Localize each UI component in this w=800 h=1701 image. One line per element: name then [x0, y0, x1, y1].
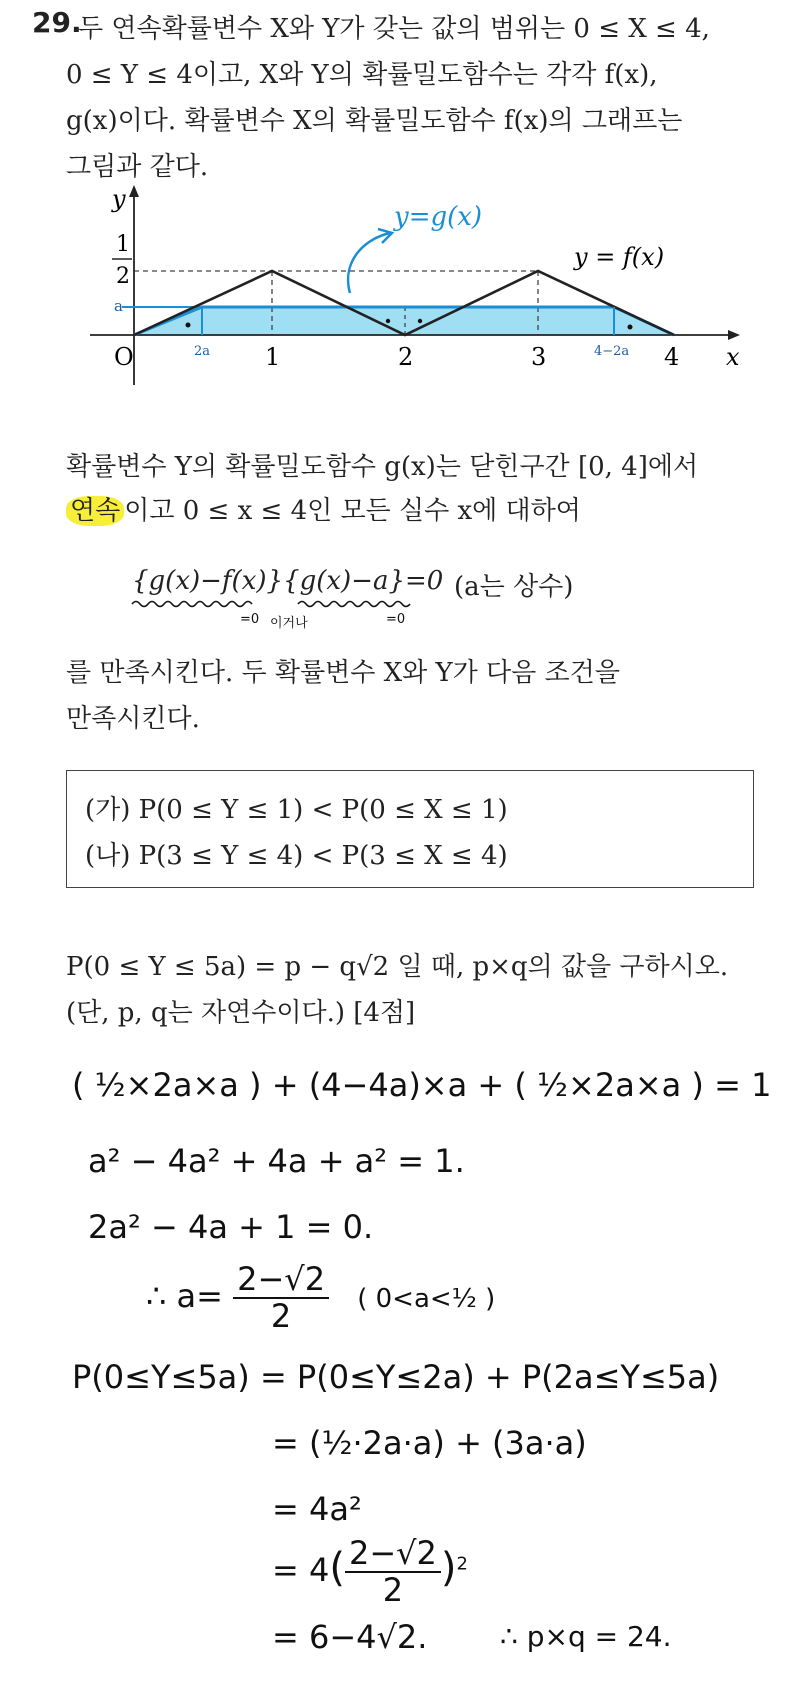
- x-tick-3: 3: [531, 343, 547, 371]
- x-tick-1: 1: [265, 343, 281, 371]
- density-graph: [0, 185, 800, 395]
- dot-mark: [186, 323, 191, 328]
- problem-line-4: 그림과 같다.: [66, 152, 209, 182]
- y-tick-den: 2: [116, 264, 130, 289]
- x-tick-2: 2: [398, 343, 414, 371]
- line8-prefix: = 4: [272, 1551, 330, 1590]
- y-axis-arrow: [129, 185, 139, 197]
- origin-label: O: [114, 343, 134, 371]
- solution-line-8: = 4( $\frac{2-√2}{2}$ )$^2$: [272, 1534, 468, 1610]
- problem-line-3: g(x)이다. 확률변수 X의 확률밀도함수 f(x)의 그래프는: [66, 106, 683, 136]
- line8-fraction: $\frac{2-√2}{2}$: [345, 1536, 441, 1608]
- equation-squiggles: [130, 598, 430, 612]
- line8-square: 2: [456, 1553, 468, 1575]
- a-value-prefix: ∴ a=: [146, 1277, 223, 1316]
- solution-line-2: a² − 4a² + 4a + a² = 1.: [88, 1142, 465, 1180]
- hand-tick-4-2a: 4−2a: [594, 344, 630, 359]
- x-tick-4: 4: [664, 343, 680, 371]
- para3-line-1: 를 만족시킨다. 두 확률변수 X와 Y가 다음 조건을: [66, 658, 620, 688]
- eq-annot-left: =0: [240, 612, 260, 627]
- a-value-fraction: $\frac{2-√2}{2}$: [233, 1262, 329, 1334]
- dot-mark: [418, 319, 422, 323]
- problem-line-1: 두 연속확률변수 X와 Y가 갖는 값의 범위는 0 ≤ X ≤ 4,: [78, 14, 710, 44]
- question-line-2: (단, p, q는 자연수이다.) [4점]: [66, 998, 416, 1028]
- solution-line-7: = 4a²: [272, 1490, 362, 1528]
- eq-annot-right: =0: [386, 612, 406, 627]
- solution-line-4: [146, 1262, 495, 1334]
- condition-ga: (가) P(0 ≤ Y ≤ 1) < P(0 ≤ X ≤ 1): [85, 795, 508, 825]
- condition-na: (나) P(3 ≤ Y ≤ 4) < P(3 ≤ X ≤ 4): [85, 841, 508, 871]
- para2-line-2-rest: 이고 0 ≤ x ≤ 4인 모든 실수 x에 대하여: [124, 496, 581, 526]
- dot-mark: [386, 319, 390, 323]
- eq-annot-mid: 이거나: [270, 616, 308, 631]
- final-answer: ∴ p×q = 24.: [500, 1620, 672, 1653]
- solution-line-3: 2a² − 4a + 1 = 0.: [88, 1208, 374, 1246]
- a-label: a: [114, 297, 123, 315]
- para3-line-2: 만족시킨다.: [66, 704, 200, 734]
- main-equation: {g(x)−f(x)}{g(x)−a}=0: [132, 566, 444, 596]
- x-axis-arrow: [728, 330, 740, 340]
- solution-line-1: ( ½×2a×a ) + (4−4a)×a + ( ½×2a×a ) = 1: [72, 1066, 772, 1104]
- g-fill-region: [134, 307, 674, 335]
- x-axis-label: x: [726, 343, 740, 371]
- solution-line-9: = 6−4√2.: [272, 1618, 428, 1656]
- equation-note: (a는 상수): [454, 572, 574, 602]
- para2-line-2: [66, 490, 581, 527]
- solution-line-5: P(0≤Y≤5a) = P(0≤Y≤2a) + P(2a≤Y≤5a): [72, 1358, 720, 1396]
- problem-number: 29.: [32, 6, 82, 39]
- conditions-box: [66, 770, 754, 888]
- para2-line-1: 확률변수 Y의 확률밀도함수 g(x)는 닫힌구간 [0, 4]에서: [66, 452, 699, 482]
- solution-line-6: = (½·2a·a) + (3a·a): [272, 1424, 587, 1462]
- g-label: y=g(x): [394, 202, 483, 232]
- f-label: y = f(x): [574, 243, 665, 271]
- hand-tick-2a: 2a: [194, 344, 211, 359]
- y-axis-label: y: [112, 185, 126, 213]
- problem-line-2: 0 ≤ Y ≤ 4이고, X와 Y의 확률밀도함수는 각각 f(x),: [66, 60, 658, 90]
- question-line-1: P(0 ≤ Y ≤ 5a) = p − q√2 일 때, p×q의 값을 구하시오.: [66, 952, 729, 982]
- y-tick-num: 1: [116, 232, 130, 257]
- dot-mark: [628, 325, 633, 330]
- highlight-continuous: 연속: [66, 496, 124, 526]
- a-value-condition: ( 0<a<½ ): [357, 1284, 496, 1315]
